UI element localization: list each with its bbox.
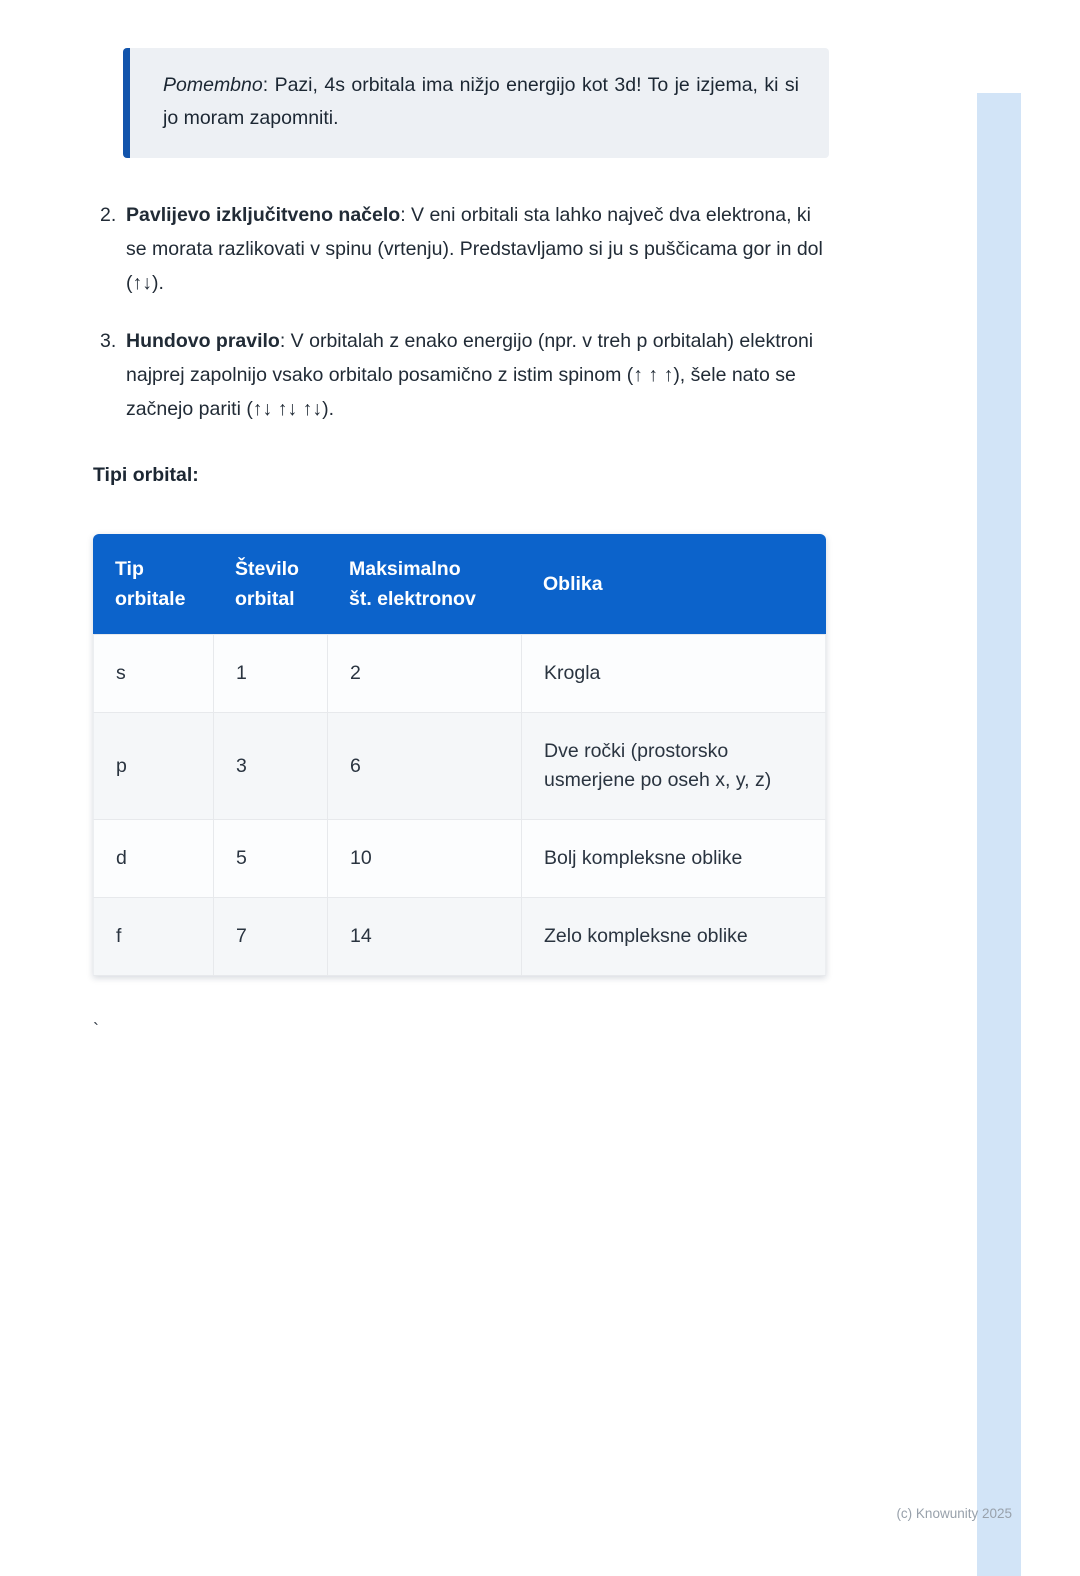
- copyright-footer: (c) Knowunity 2025: [896, 1506, 1012, 1521]
- table-cell: 3: [213, 712, 327, 819]
- important-callout: [123, 48, 829, 158]
- table-header: [93, 534, 826, 634]
- table-cell: 2: [327, 634, 521, 712]
- table-cell: f: [93, 897, 213, 976]
- table-header-row: [93, 534, 826, 634]
- list-item-title: Pavlijevo izključitveno načelo: [126, 204, 401, 226]
- table-row: [93, 712, 826, 819]
- list-item-body: : V orbitalah z enako energijo (npr. v treh p orbitalah) elektroni najprej zapolnijo vsako orbitalo posamično z istim spinom (↑ ↑ ↑), šele nato se začnejo pariti (↑↓ ↑↓ ↑↓).: [126, 330, 814, 420]
- section-heading: Tipi orbital:: [93, 464, 199, 486]
- table-body: [93, 634, 826, 976]
- table-cell: 6: [327, 712, 521, 819]
- list-item-body: : V eni orbitali sta lahko največ dva elektrona, ki se morata razlikovati v spinu (vrtenju). Predstavljamo si ju s puščicama gor in dol (↑↓).: [126, 204, 823, 294]
- column-header: Število orbital: [213, 534, 327, 634]
- list-item-number: 3.: [100, 330, 117, 352]
- table-cell: d: [93, 819, 213, 897]
- table-cell: p: [93, 712, 213, 819]
- table-cell: Bolj kompleksne oblike: [521, 819, 826, 897]
- list-item-number: 2.: [100, 204, 117, 226]
- list-item: [100, 324, 836, 426]
- callout-label: Pomembno: [163, 74, 263, 96]
- rules-list: [0, 198, 1080, 426]
- orbital-types-table: [93, 534, 826, 976]
- list-item-text: [126, 324, 836, 426]
- table-cell: Zelo kompleksne oblike: [521, 897, 826, 976]
- table-row: [93, 897, 826, 976]
- table-cell: 10: [327, 819, 521, 897]
- table-cell: Krogla: [521, 634, 826, 712]
- column-header: Oblika: [521, 534, 826, 634]
- list-item-text: [126, 198, 836, 300]
- table-cell: 14: [327, 897, 521, 976]
- table-cell: 1: [213, 634, 327, 712]
- table-row: [93, 819, 826, 897]
- notes-page: [0, 48, 1080, 1041]
- table-cell: 7: [213, 897, 327, 976]
- table-cell: 5: [213, 819, 327, 897]
- list-item-title: Hundovo pravilo: [126, 330, 280, 352]
- table-cell: s: [93, 634, 213, 712]
- table-row: [93, 634, 826, 712]
- column-header: Maksimalno št. elektronov: [327, 534, 521, 634]
- table-cell: Dve ročki (prostorsko usmerjene po oseh x, y, z): [521, 712, 826, 819]
- callout-text: : Pazi, 4s orbitala ima nižjo energijo kot 3d! To je izjema, ki si jo moram zapomniti.: [163, 74, 799, 129]
- list-item: [100, 198, 836, 300]
- stray-backtick: `: [93, 1020, 99, 1040]
- column-header: Tip orbitale: [93, 534, 213, 634]
